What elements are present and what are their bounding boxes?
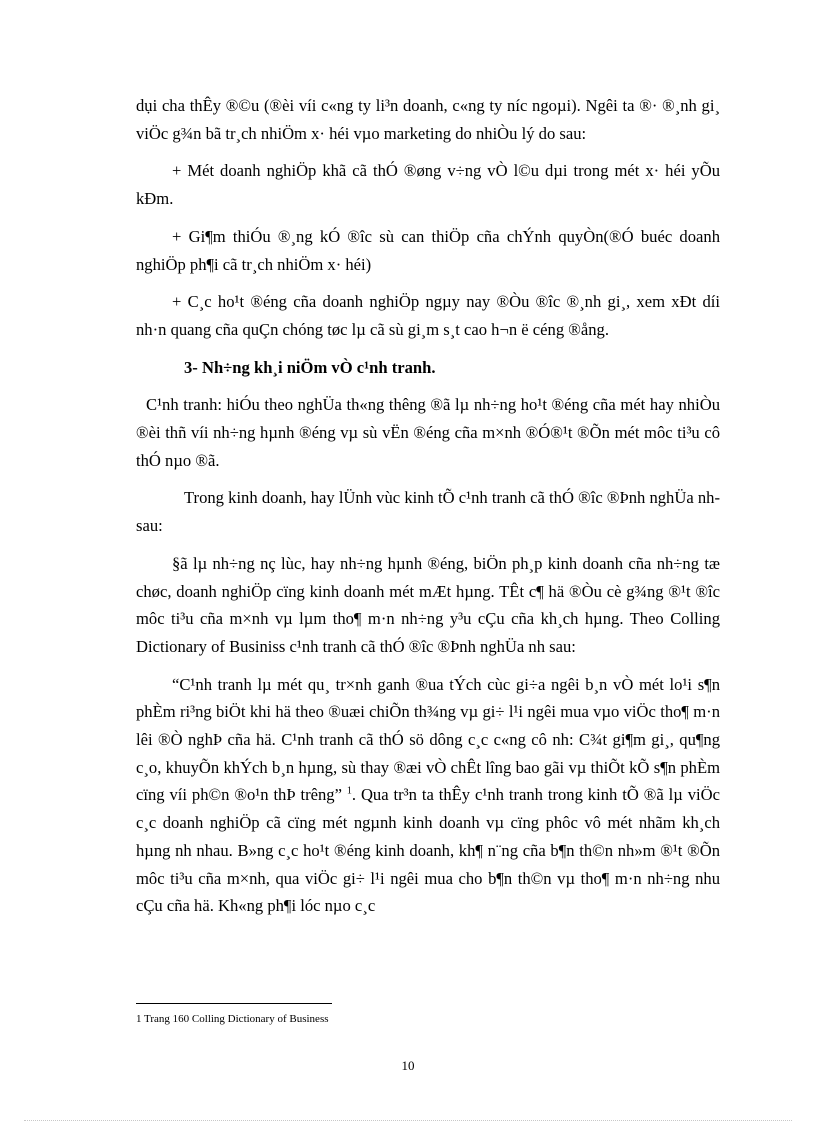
paragraph: dụi cha thÊy ®©u (®èi víi c«ng ty li³n doanh, c«ng ty níc ngoµi). Ngêi ta ®· ®¸nh gi¸ viÖc g¾n bã tr¸ch nhiÖm x· héi vµo marketing do nhiÒu lý do sau: <box>136 96 720 143</box>
paragraph-continuation: . Qua tr³n ta thÊy c¹nh tranh trong kinh tÕ ®ã lµ viÖc c¸c doanh nghiÖp cã cïng mét ngµnh kinh doanh vµ cïng phôc vô mét nhãm kh¸ch hµng nh nhau. B»ng c¸c ho¹t ®éng kinh doanh, kh¶ n¨ng cña b¶n th©n nh»m ®¹t ®Õn môc ti³u cña m×nh, qua viÖc gi÷ l¹i ngêi mua cho b¶n th©n vµ tho¶ m·n nh÷ng nhu cÇu cña hä. Kh«ng ph¶i lóc nµo c¸c <box>136 785 720 916</box>
page-bottom-border <box>24 1120 792 1121</box>
footnote: 1 Trang 160 Colling Dictionary of Business <box>136 1013 329 1025</box>
footnote-reference[interactable]: 1 <box>346 785 352 797</box>
paragraph: + C¸c ho¹t ®éng cña doanh nghiÖp ngµy nay ®Òu ®îc ®¸nh gi¸, xem xÐt díi nh·n quang cña quÇn chóng tøc lµ cã sù gi¸m s¸t cao h¬n ë céng ®ång. <box>136 292 720 339</box>
section-heading: 3- Nh÷ng kh¸i niÖm vÒ c¹nh tranh. <box>184 357 436 377</box>
paragraph: + Mét doanh nghiÖp khã cã thÓ ®øng v÷ng vÒ l©u dµi trong mét x· héi yÕu kÐm. <box>136 161 720 209</box>
page-number: 10 <box>401 1058 415 1073</box>
paragraph: Trong kinh doanh, hay lÜnh vùc kinh tÕ c¹nh tranh cã thÓ ®îc ®Þnh nghÜa nh sau: <box>136 488 720 536</box>
paragraph: + Gi¶m thiÓu ®¸ng kÓ ®îc sù can thiÖp cña chÝnh quyÒn(®Ó buéc doanh nghiÖp ph¶i cã tr¸ch nhiÖm x· héi) <box>136 226 720 274</box>
quote-text: “C¹nh tranh lµ mét qu¸ tr×nh ganh ®ua tÝch cùc gi÷a ngêi b¸n vÒ mét lo¹i s¶n phÈm ri³ng biÖt khi hä theo ®uæi chiÕn th¾ng vµ gi÷ l¹i ngêi mua vµo viÖc tho¶ m·n lêi ®Ò nghÞ cña hä. C¹nh tranh cã thÓ sö dông c¸c c«ng cô nh: C¾t gi¶m gi¸, qu¶ng c¸o, khuyÕn khÝch b¸n hµng, sù thay ®æi vÒ chÊt lîng bao gãi vµ thiÕt kÕ s¶n phÈm cïng víi ph©n ®o¹n thÞ trêng” <box>136 674 720 805</box>
paragraph <box>136 671 720 920</box>
body-text <box>136 92 720 920</box>
paragraph: C¹nh tranh: hiÓu theo nghÜa th«ng thêng ®ã lµ nh÷ng ho¹t ®éng cña mét hay nhiÒu ®èi thñ víi nh÷ng hµnh ®éng vµ sù vËn ®éng cña m×nh ®Ó®¹t ®Õn mét môc ti³u cô thÓ nµo ®ã. <box>136 395 720 470</box>
paragraph: §ã lµ nh÷ng nç lùc, hay nh÷ng hµnh ®éng, biÖn ph¸p kinh doanh cña nh÷ng tæ chøc, doanh nghiÖp cïng kinh doanh mét mÆt hµng. TÊt c¶ hä ®Òu cè g¾ng ®¹t ®îc môc ti³u cña m×nh vµ lµm tho¶ m·n nh÷ng y³u cÇu cña kh¸ch hµng. Theo Colling Dictionary of Businiss c¹nh tranh cã thÓ ®îc ®Þnh nghÜa nh sau: <box>136 553 720 656</box>
footnote-separator <box>136 1003 332 1004</box>
